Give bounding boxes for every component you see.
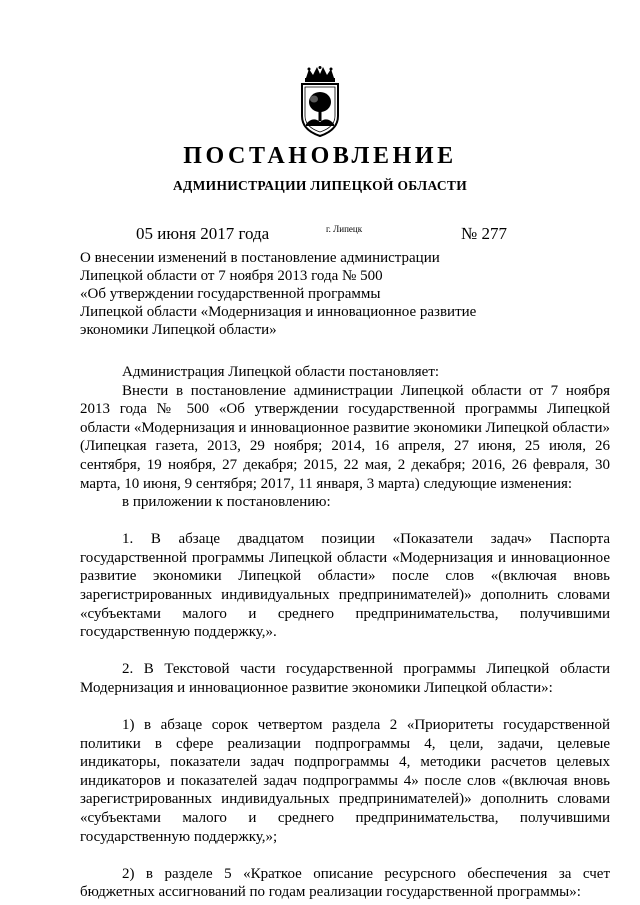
document-title: ПОСТАНОВЛЕНИЕ [183, 143, 457, 169]
document-subject [80, 249, 520, 339]
subject-line: Липецкой области от 7 ноября 2013 года № 500 [80, 268, 383, 284]
document-date: 05 июня 2017 года [136, 224, 270, 243]
paragraph-subitem-1: 1) в абзаце сорок четвертом раздела 2 «Приоритеты государственной политики в сфере реализации подпрограммы 4, цели, задачи, целевые индикаторы, показатели задач подпрограммы 4, методики расчетов целевых индикаторов и показателей задач подпрограммы 4» после слов «(включая вновь зарегистрированных индивидуальных предпринимателей)» дополнить словами «субъектами малого и среднего предпринимательства, получившими государственную поддержку,»; [80, 717, 610, 845]
subject-line: «Об утверждении государственной программы [80, 286, 381, 302]
paragraph-appendix: в приложении к постановлению: [122, 494, 331, 511]
document-number: № 277 [461, 224, 507, 243]
subject-line: экономики Липецкой области» [80, 322, 277, 338]
document-city: г. Липецк [326, 224, 363, 234]
subject-line: Липецкой области «Модернизация и инновационное развитие [80, 304, 477, 320]
paragraph-item-2: 2. В Текстовой части государственной программы Липецкой области Модернизация и инновационное развитие экономики Липецкой области»: [80, 661, 610, 696]
issuing-authority: АДМИНИСТРАЦИИ ЛИПЕЦКОЙ ОБЛАСТИ [172, 178, 468, 193]
subject-line: О внесении изменений в постановление администрации [80, 250, 440, 266]
paragraph-intro: Администрация Липецкой области постановляет: [122, 364, 440, 380]
document-body [80, 363, 610, 902]
lipetsk-coat-of-arms-icon [297, 66, 343, 138]
paragraph-subitem-2: 2) в разделе 5 «Краткое описание ресурсного обеспечения за счет бюджетных ассигнований по годам реализации государственной программы»: [80, 865, 610, 901]
paragraph-amendment: Внести в постановление администрации Липецкой области от 7 ноября 2013 года № 500 «Об утверждении государственной программы Липецкой области «Модернизация и инновационное развитие экономики Липецкой области» (Липецкая газета, 2013, 29 ноября; 2014, 16 апреля, 27 июня, 25 июля, 26 сентября, 19 ноября, 27 декабря; 2015, 22 мая, 2 декабря; 2016, 26 февраля, 30 марта, 10 июня, 9 сентября; 2017, 11 января, 3 марта) следующие изменения: [80, 382, 610, 492]
paragraph-item-1: 1. В абзаце двадцатом позиции «Показатели задач» Паспорта государственной программы Липецкой области «Модернизация и инновационное развитие экономики Липецкой области» после слов «(включая вновь зарегистрированных индивидуальных предпринимателей)» дополнить словами «субъектами малого и среднего предпринимательства, получившими государственную поддержку,». [80, 531, 610, 641]
